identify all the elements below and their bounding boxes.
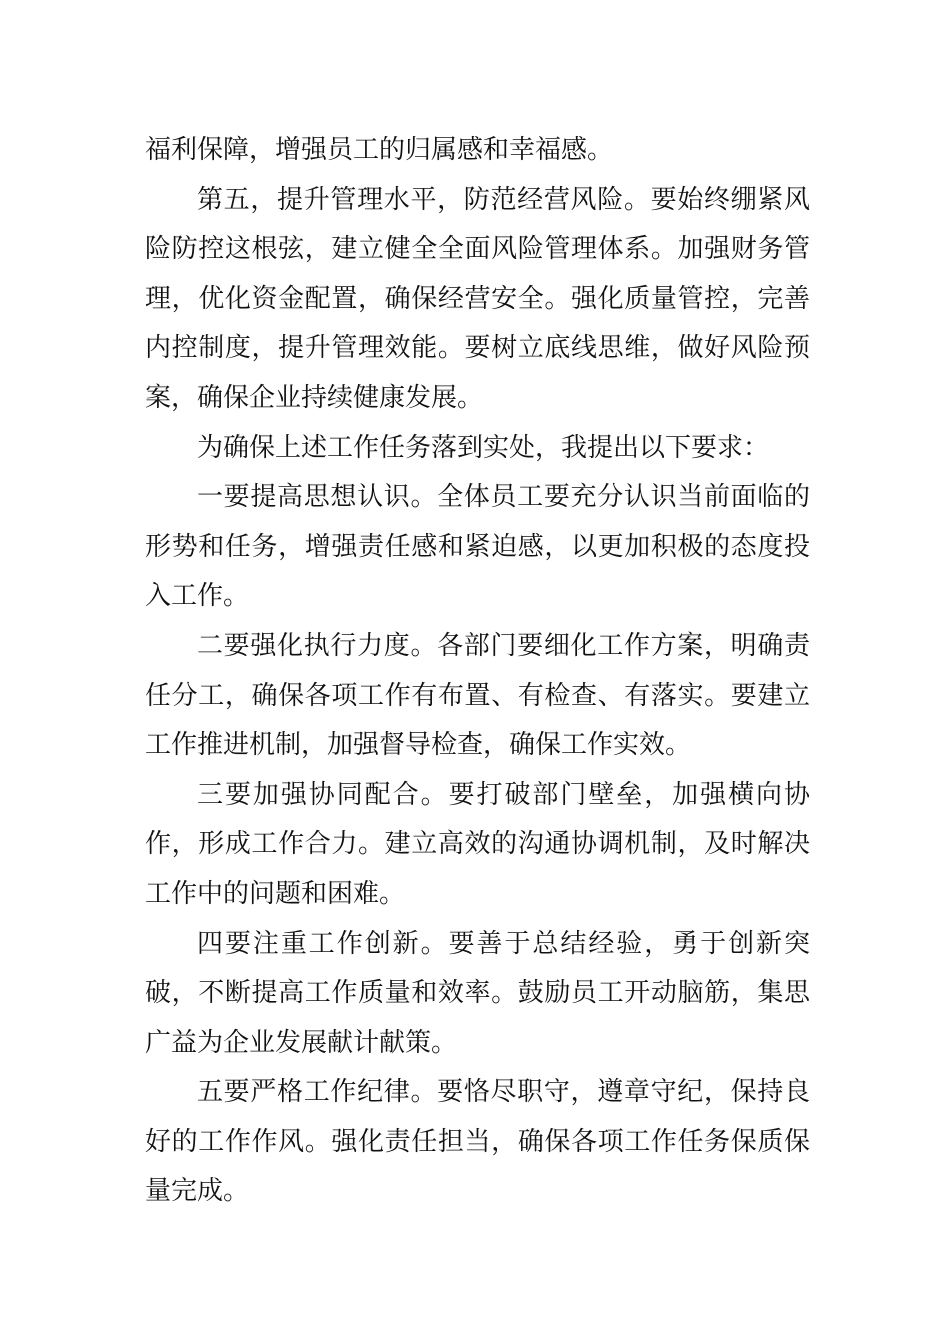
paragraph-fifth-point: 第五，提升管理水平，防范经营风险。要始终绷紧风险防控这根弦，建立健全全面风险管理体系。加强财务管理，优化资金配置，确保经营安全。强化质量管控，完善内控制度，提升管理效能。要树立底线思维，做好风险预案，确保企业持续健康发展。	[145, 184, 810, 413]
paragraph-requirement-four: 四要注重工作创新。要善于总结经验，勇于创新突破，不断提高工作质量和效率。鼓励员工开动脑筋，集思广益为企业发展献计献策。	[145, 928, 810, 1058]
document-body	[145, 126, 810, 1217]
paragraph-requirements-intro: 为确保上述工作任务落到实处，我提出以下要求：	[197, 432, 770, 463]
paragraph-requirement-five: 五要严格工作纪律。要恪尽职守，遵章守纪，保持良好的工作作风。强化责任担当，确保各项工作任务保质保量完成。	[145, 1077, 810, 1207]
paragraph-requirement-three: 三要加强协同配合。要打破部门壁垒，加强横向协作，形成工作合力。建立高效的沟通协调机制，及时解决工作中的问题和困难。	[145, 779, 810, 909]
paragraph-welfare: 福利保障，增强员工的归属感和幸福感。	[145, 135, 614, 165]
paragraph-requirement-one: 一要提高思想认识。全体员工要充分认识当前面临的形势和任务，增强责任感和紧迫感，以更加积极的态度投入工作。	[145, 482, 810, 612]
paragraph-requirement-two: 二要强化执行力度。各部门要细化工作方案，明确责任分工，确保各项工作有布置、有检查、有落实。要建立工作推进机制，加强督导检查，确保工作实效。	[145, 630, 810, 761]
